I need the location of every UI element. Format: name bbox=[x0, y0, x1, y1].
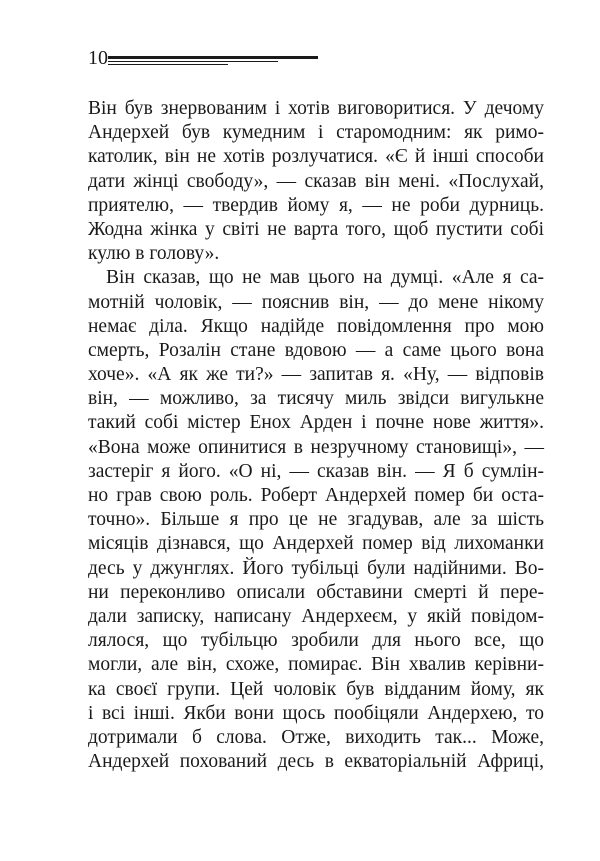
body-text bbox=[88, 97, 544, 774]
text-line: могли, але він, схоже, помирає. Він хвалив керівни- bbox=[88, 654, 544, 676]
text-line: но грав свою роль. Роберт Андерхей помер би оста- bbox=[88, 485, 544, 506]
text-line: приятелю, — твердив йому я, — не роби дурниць. bbox=[88, 194, 544, 216]
text-line: мотній чоловік, — пояснив він, — до мене нікому bbox=[88, 291, 544, 313]
text-line: і всі інші. Якби вони щось пообіцяли Андерхею, то bbox=[88, 702, 544, 724]
text-line: ка своєї групи. Цей чоловік був відданим йому, як bbox=[88, 678, 544, 700]
text-line: дали записку, написану Андерхеєм, у якій повідом- bbox=[88, 605, 544, 627]
text-line: такий собі містер Енох Арден і почне нове життя». bbox=[88, 412, 544, 434]
text-line: немає діла. Якщо надійде повідомлення про мою bbox=[88, 315, 544, 337]
header-rule-thin-short bbox=[108, 64, 228, 65]
text-line: дотримали б слова. Отже, виходить так... Може, bbox=[88, 726, 544, 748]
text-line: місяців дізнався, що Андерхей помер від лихоманки bbox=[88, 533, 544, 555]
paragraph-end-line: кулю в голову». bbox=[88, 243, 220, 265]
text-line: лялося, що тубільцю зробили для нього все, що bbox=[88, 630, 544, 652]
text-line: Андерхей був кумедним і старомодним: як римо- bbox=[88, 122, 544, 144]
header-rule-thin bbox=[108, 61, 278, 62]
text-line: Він був знервованим і хотів виговоритися. У дечому bbox=[88, 98, 544, 119]
page-number: 10 bbox=[88, 47, 108, 69]
text-line: він, — можливо, за тисячу миль звідси вигулькне bbox=[88, 388, 544, 410]
page-header bbox=[88, 44, 328, 74]
text-line: десь у джунглях. Його тубільці були надійними. Во- bbox=[88, 557, 544, 579]
text-line: хоче». «А як же ти?» — запитав я. «Ну, — відповів bbox=[88, 364, 544, 386]
text-line: застеріг я його. «О ні, — сказав він. — Я б сумлін- bbox=[88, 460, 544, 482]
text-line: смерть, Розалін стане вдовою — а саме цього вона bbox=[88, 339, 544, 361]
text-line: Андерхей похований десь в екваторіальній Африці, bbox=[88, 751, 544, 773]
text-line: «Вона може опинитися в незручному становищі», — bbox=[88, 436, 544, 458]
text-line: дати жінці свободу», — сказав він мені. «Послухай, bbox=[88, 170, 544, 192]
text-line: точно». Більше я про це не згадував, але за шість bbox=[88, 509, 544, 531]
text-line: Жодна жінка у світі не варта того, щоб пустити собі bbox=[88, 218, 544, 240]
text-line: католик, він не хотів розлучатися. «Є й інші способи bbox=[88, 146, 544, 168]
paragraph-first-line: Він сказав, що не мав цього на думці. «Але я са- bbox=[106, 267, 544, 289]
text-line: ни переконливо описали обставини смерті й пере- bbox=[88, 581, 544, 603]
header-rule-thick bbox=[108, 56, 318, 59]
